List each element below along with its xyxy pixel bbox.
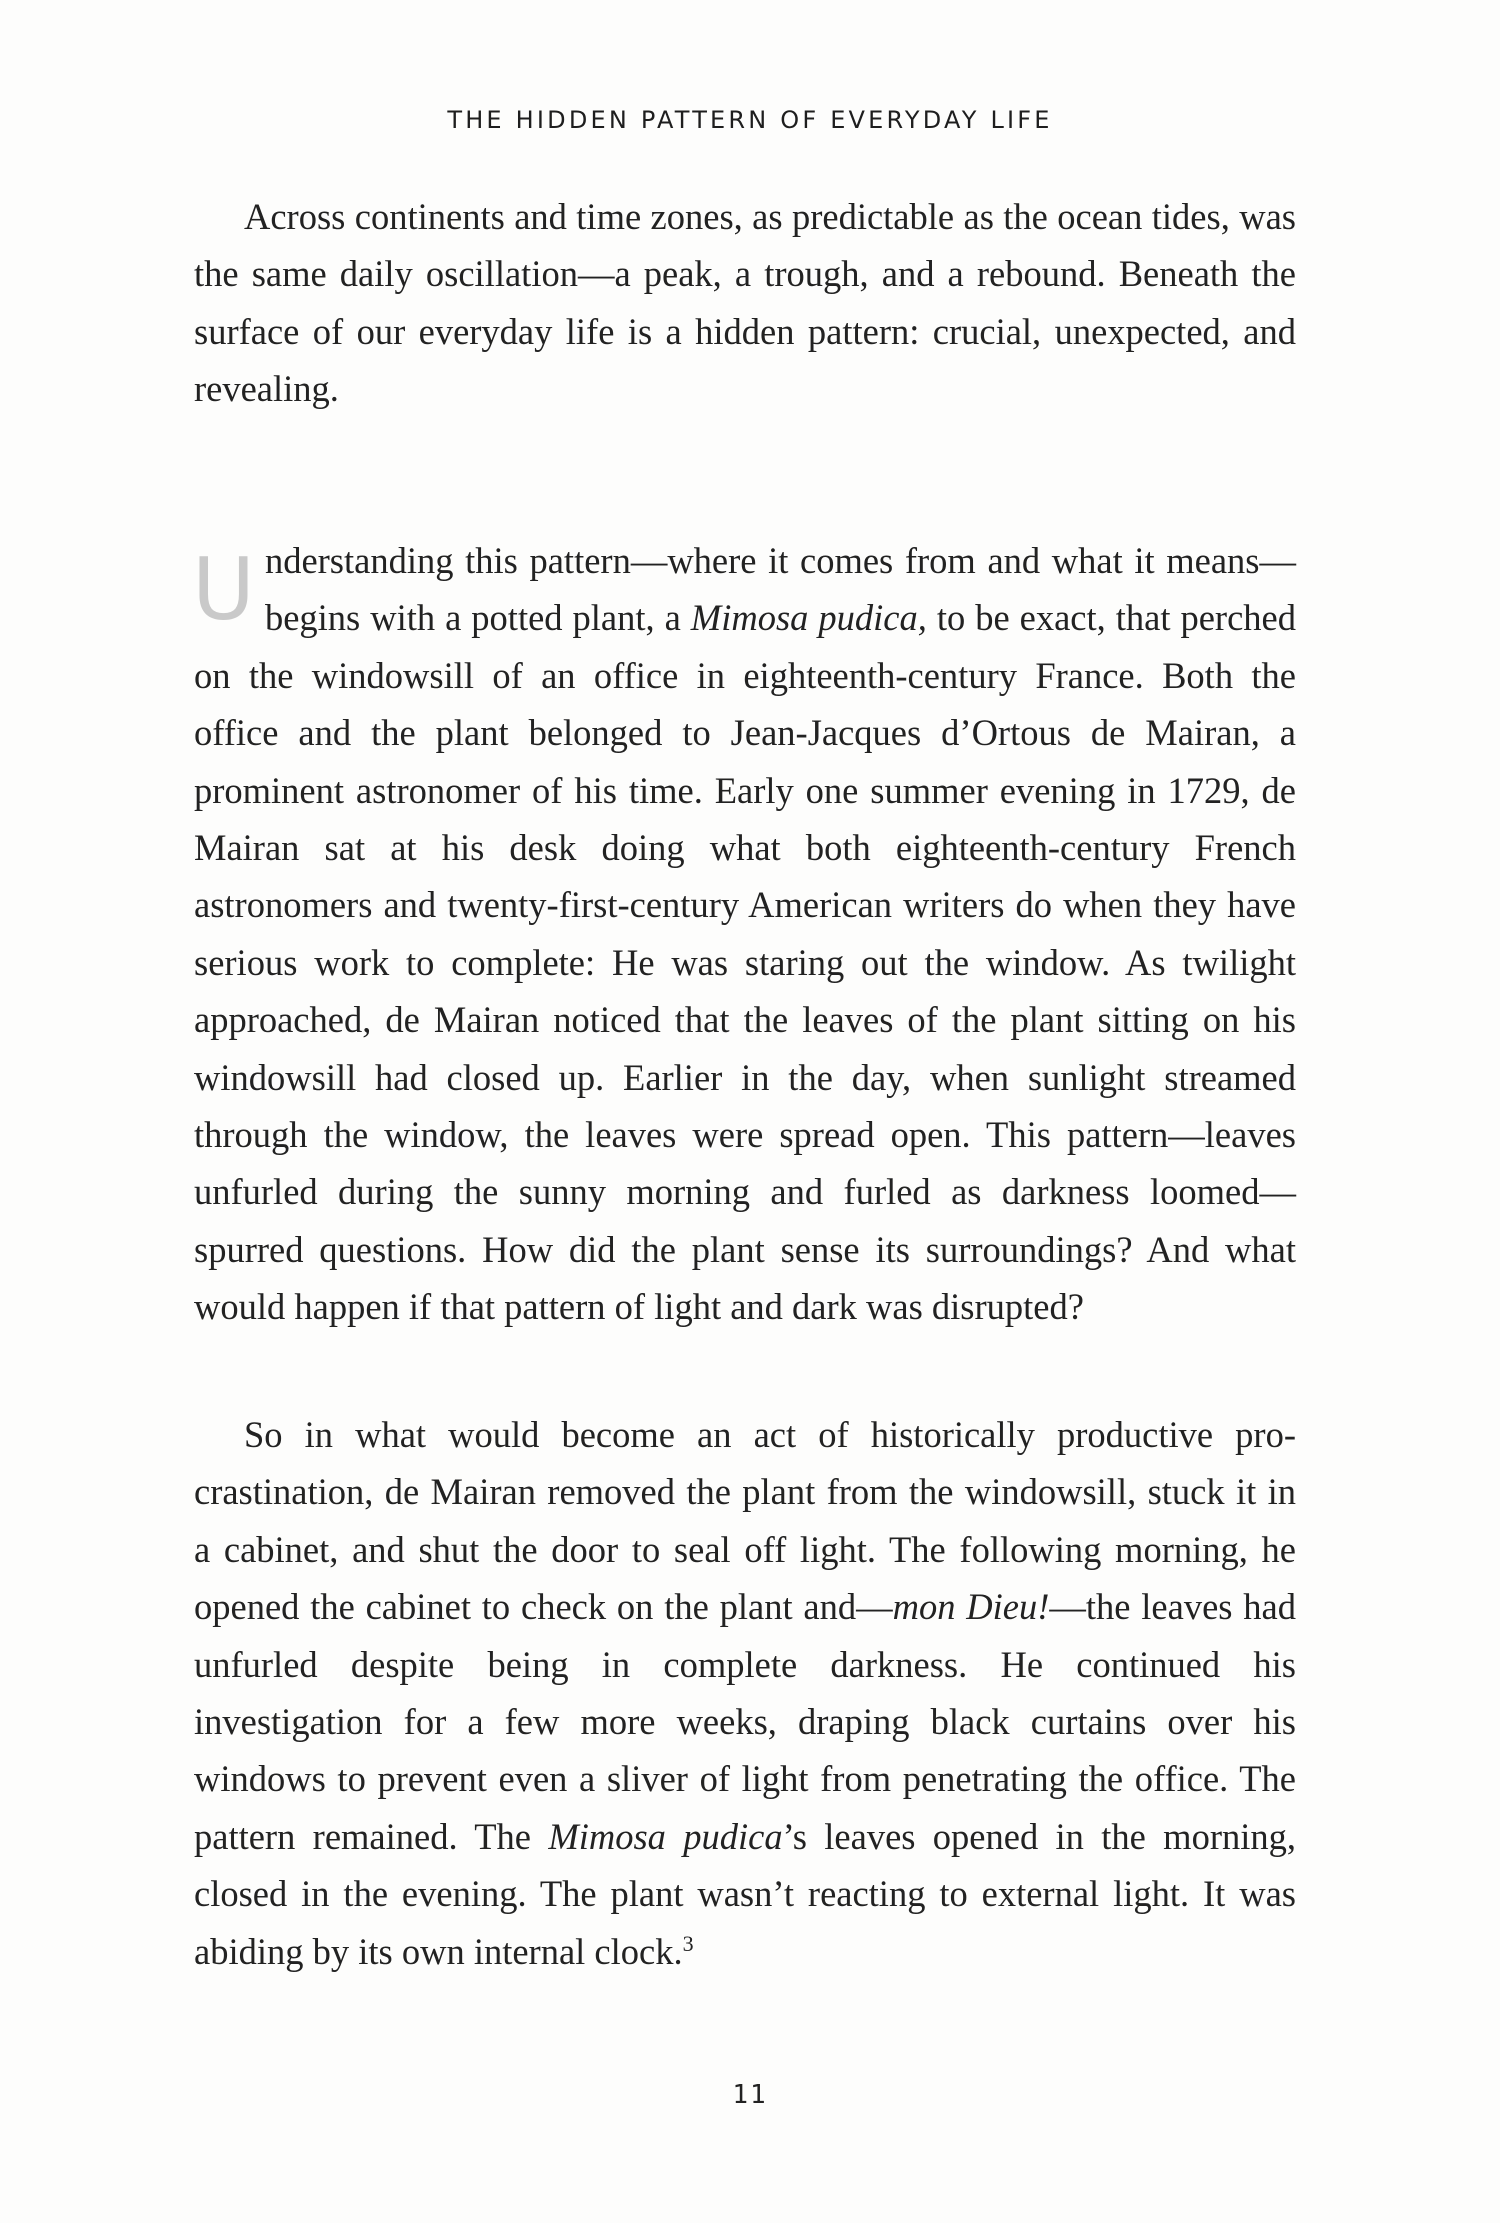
- paragraph-3-text-b: —the leaves had unfurled despite being in complete darkness. He continued his investigation for a few more weeks, draping black curtains over his windows to prevent even a sliver of light from penetrating the office. The pattern remained. The: [194, 1586, 1296, 1857]
- paragraph-2-text-a: nderstanding this pattern—where it comes from and what it means—begins with a potted plant, a: [264, 540, 1296, 639]
- page-number: 11: [732, 2080, 768, 2110]
- paragraph-2: [194, 532, 1296, 1336]
- running-head: THE HIDDEN PATTERN OF EVERYDAY LIFE: [447, 106, 1053, 134]
- drop-cap: U: [192, 540, 255, 640]
- paragraph-3: [194, 1406, 1296, 1980]
- paragraph-2-italic-species: Mimosa pudica,: [690, 597, 927, 639]
- footnote-reference[interactable]: 3: [682, 1930, 694, 1956]
- paragraph-2-text-b: to be exact, that perched on the windowsill of an office in eighteenth-century France. Both the office and the plant belonged to Jean-Jacques d’Ortous de Mairan, a prominent astronomer of his time. Early one summer evening in 1729, de Mairan sat at his desk doing what both eighteenth-century French astronomers and twenty-first-century American writers do when they have serious work to complete: He was staring out the window. As twilight approached, de Mairan noticed that the leaves of the plant sitting on his windowsill had closed up. Earlier in the day, when sunlight streamed through the window, the leaves were spread open. This pattern—leaves unfurled during the sunny morning and furled as darkness loomed—spurred questions. How did the plant sense its surroundings? And what would happen if that pattern of light and dark was disrupted?: [194, 597, 1296, 1328]
- paragraph-1: Across continents and time zones, as predictable as the ocean tides, was the same daily oscillation—a peak, a trough, and a rebound. Beneath the surface of our everyday life is a hidden pattern: crucial, unexpected, and revealing.: [194, 196, 1296, 410]
- paragraph-3-text-c: ’s leaves opened in the morning, closed in the evening. The plant wasn’t reacting to external light. It was abiding by its own internal clock.: [194, 1815, 1296, 1972]
- paragraph-3-italic-exclamation: mon Dieu!: [892, 1586, 1050, 1628]
- paragraph-3-text-a: So in what would become an act of historically productive procrastination, de Mairan removed the plant from the windowsill, stuck it in a cabinet, and shut the door to seal off light. The following morning, he opened the cabinet to check on the plant and—: [194, 1414, 1296, 1628]
- paragraph-3-italic-species: Mimosa pudica: [548, 1815, 783, 1857]
